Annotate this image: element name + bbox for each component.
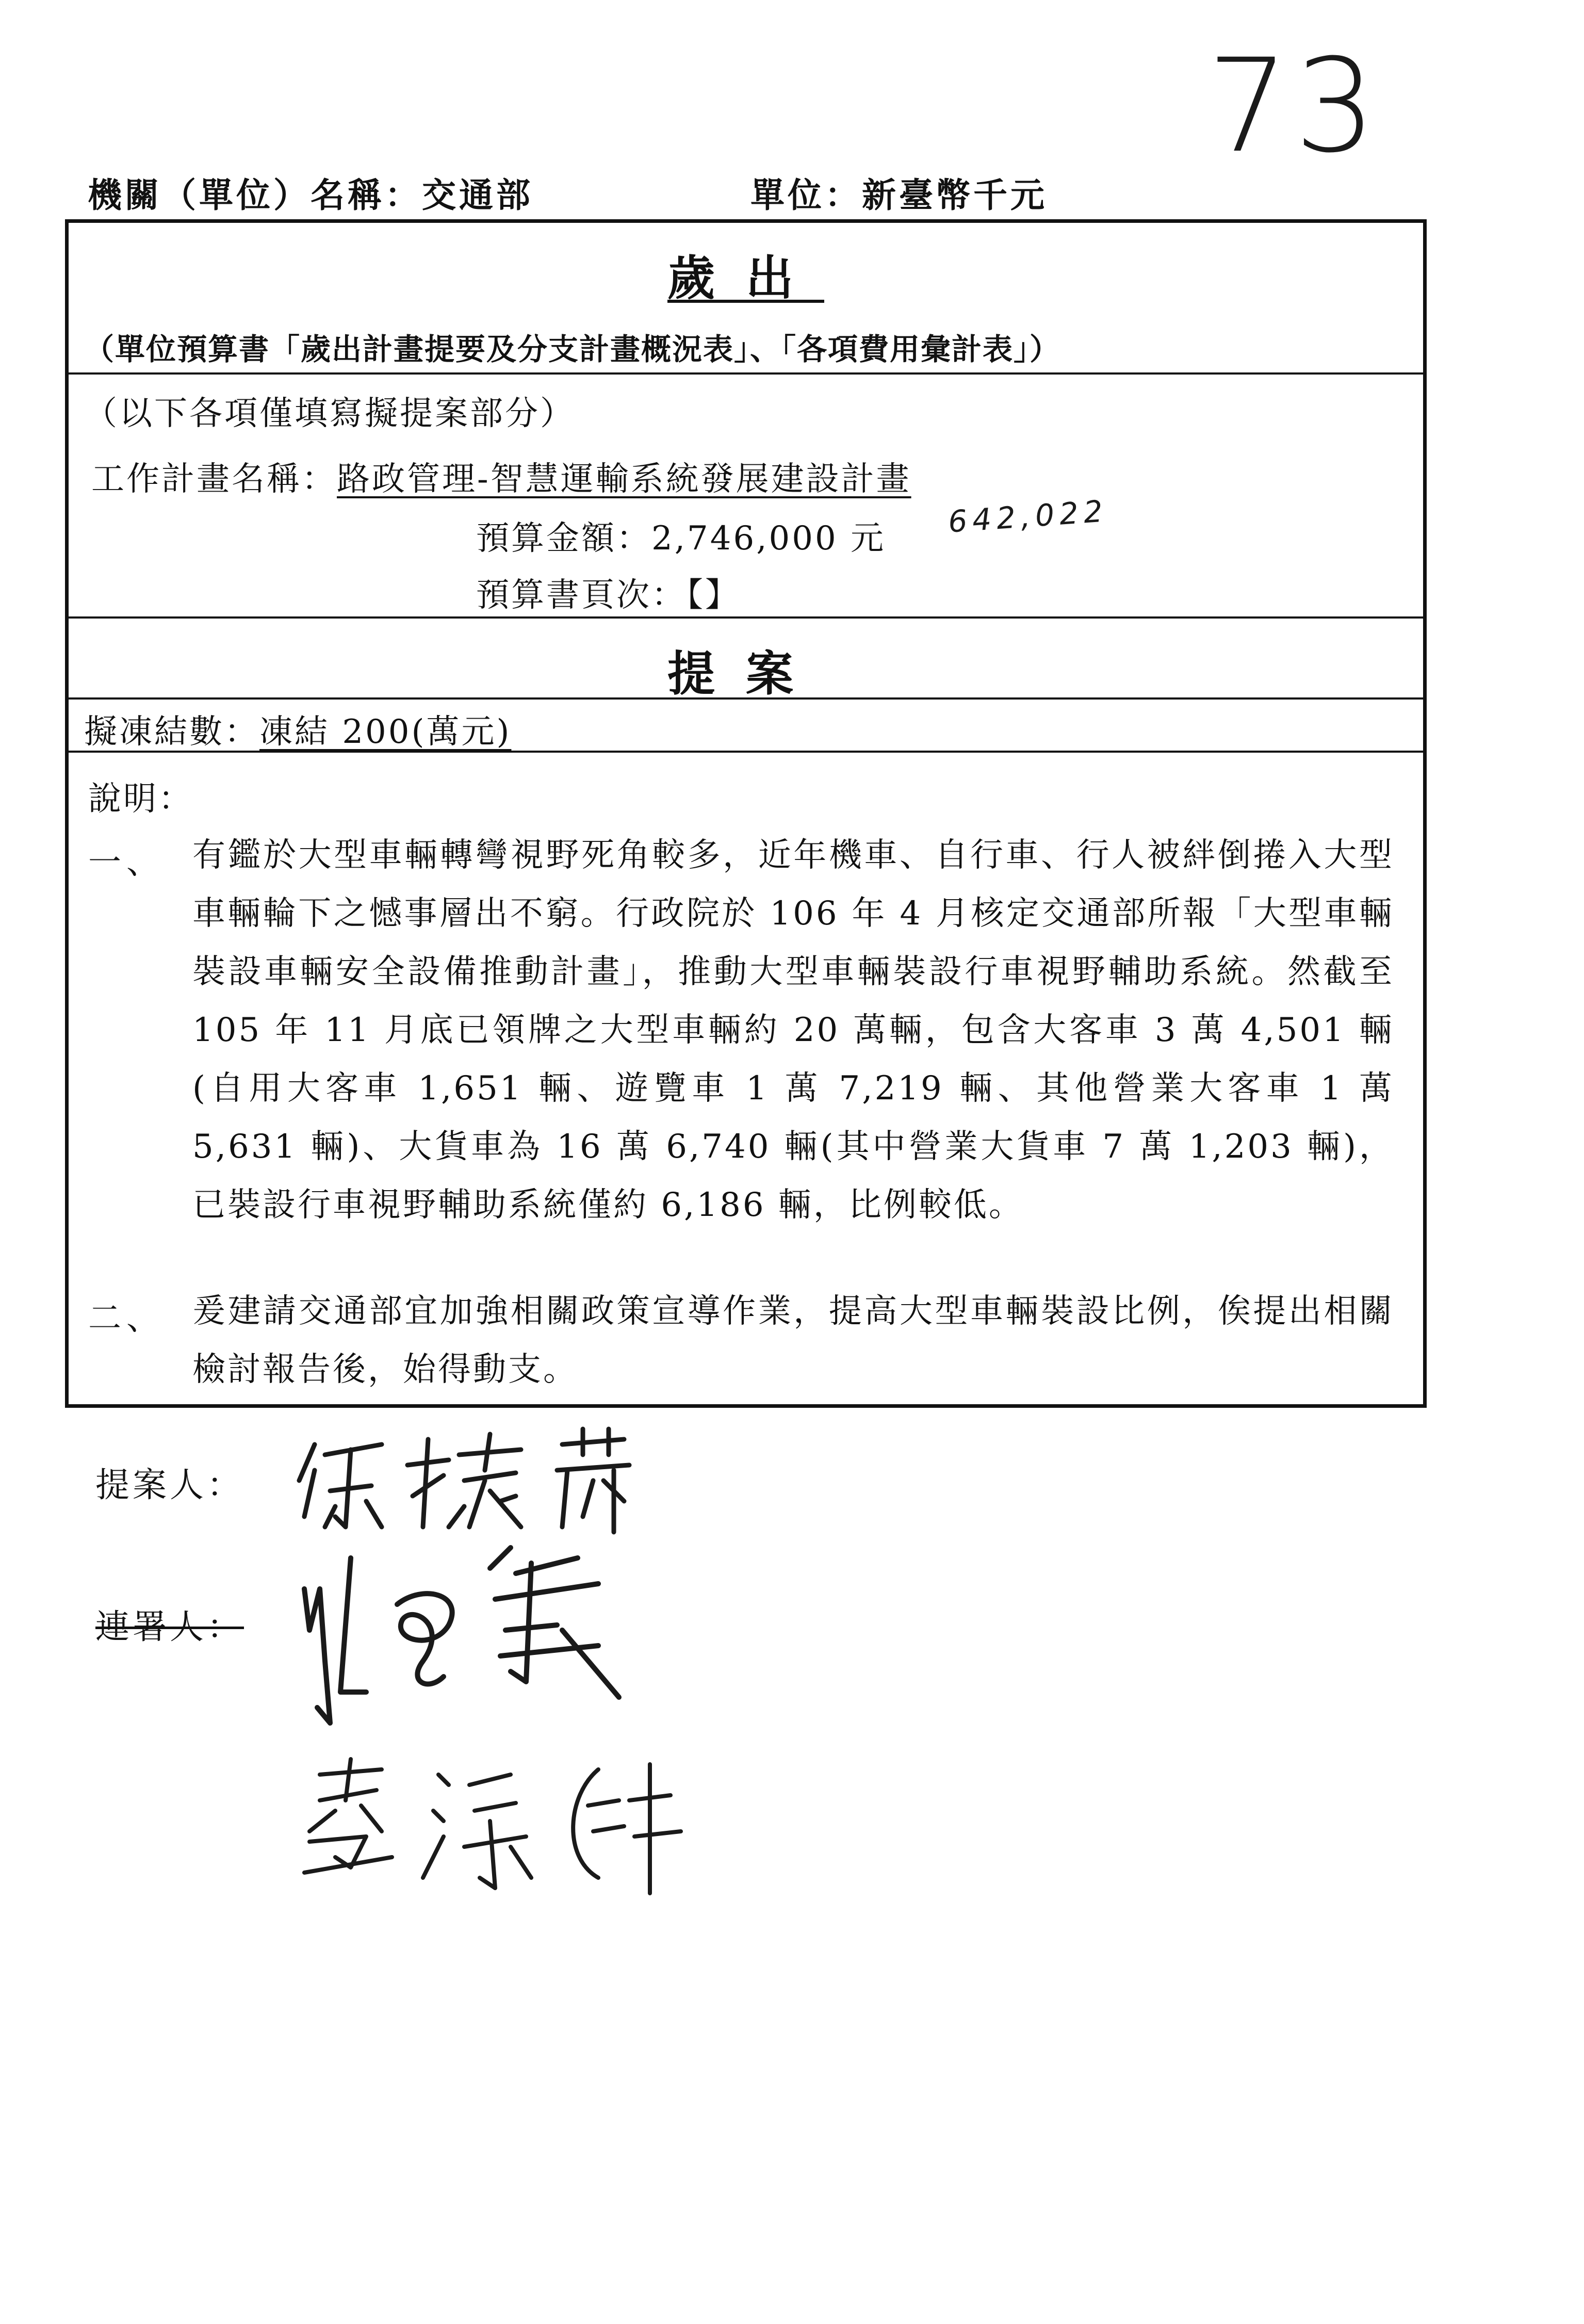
- expenditure-section: [69, 223, 1423, 619]
- cosigner-label: 連署人：: [95, 1607, 244, 1647]
- proposal-title: 提案: [667, 646, 824, 702]
- fill-note: （以下各項僅填寫擬提案部分）: [84, 395, 575, 433]
- divider: [69, 372, 1423, 375]
- proposal-section: [69, 616, 1423, 753]
- handwritten-amount: 642,022: [947, 493, 1109, 540]
- plan-label: 工作計畫名稱：: [91, 460, 337, 498]
- plan-row: [91, 452, 911, 500]
- cosigner-signature-2: [289, 1754, 712, 1898]
- divider: [69, 697, 1423, 700]
- freeze-label: 擬凍結數：: [84, 713, 259, 751]
- budget-page: 預算書頁次：【】: [476, 576, 740, 614]
- agency-name: 機關（單位）名稱：交通部: [88, 175, 533, 215]
- explanation-label: 說明：: [88, 780, 193, 818]
- freeze-value: 凍結 200(萬元): [259, 713, 512, 751]
- item-number: 一、: [88, 843, 165, 882]
- currency-unit: 單位：新臺幣千元: [750, 175, 1048, 215]
- proposer-signature: [294, 1424, 665, 1537]
- page-number: 73: [1207, 31, 1382, 181]
- item-text: 有鑑於大型車輛轉彎視野死角較多，近年機車、自行車、行人被絆倒捲入大型車輛輪下之憾事層出不窮。行政院於 106 年 4 月核定交通部所報「大型車輛裝設車輛安全設備推動計畫」，推動大型車輛裝設行車視野輔助系統。然截至 105 年 11 月底已領牌之大型車輛約 20 萬輛，包含大客車 3 萬 4,501 輛(自用大客車 1,651 輛、遊覽車 1 萬 7,219 輛、其他營業大客車 1 萬 5,631 輛)、大貨車為 16 萬 6,740 輛(其中營業大貨車 7 萬 1,203 輛)，已裝設行車視野輔助系統僅約 6,186 輛，比例較低。: [192, 836, 1394, 1224]
- budget-amount: 預算金額：2,746,000 元: [476, 519, 886, 558]
- freeze-row: [84, 705, 511, 753]
- form-box: [65, 219, 1427, 1408]
- item-text: 爰建請交通部宜加強相關政策宣導作業，提高大型車輛裝設比例，俟提出相關檢討報告後，始得動支。: [192, 1292, 1394, 1389]
- cosigner-signature-1: [289, 1527, 660, 1744]
- proposer-label: 提案人：: [95, 1465, 244, 1505]
- item-number: 二、: [88, 1299, 165, 1338]
- expenditure-subtitle: （單位預算書「歲出計畫提要及分支計畫概況表」、「各項費用彙計表」）: [84, 332, 1061, 367]
- expenditure-title: 歲出: [667, 250, 824, 306]
- plan-name: 路政管理-智慧運輸系統發展建設計畫: [337, 460, 911, 498]
